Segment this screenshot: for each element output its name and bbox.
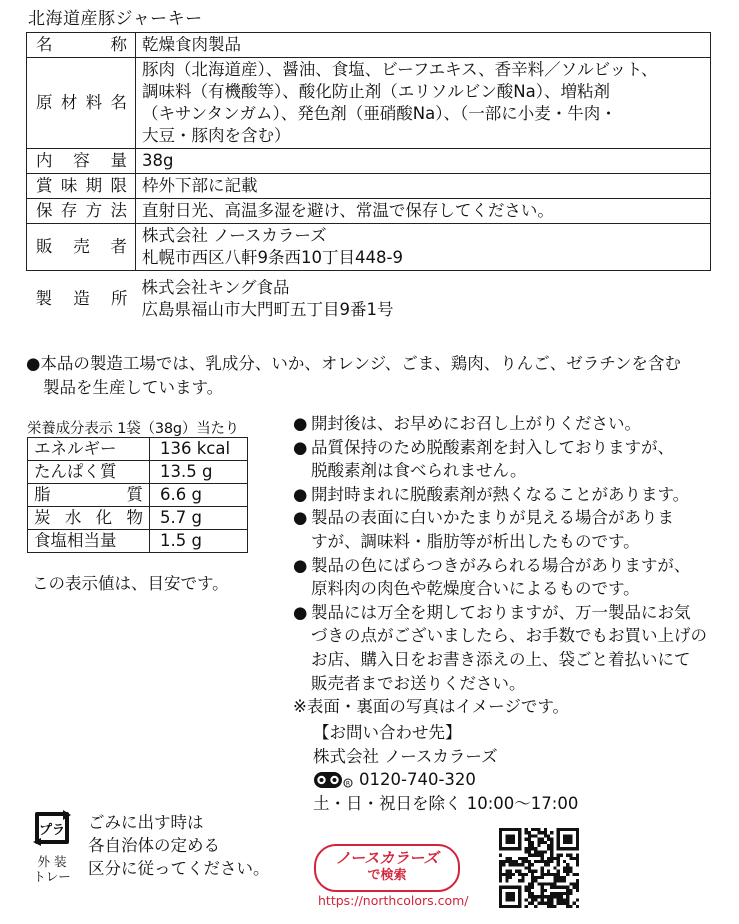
allergen-notice: ●本品の製造工場では、乳成分、いか、オレンジ、ごま、鶏肉、りんご、ゼラチンを含む 製品を生産しています。 xyxy=(26,354,681,397)
nutrition-label: 食塩相当量 xyxy=(34,531,117,550)
label-name: 名 称 xyxy=(36,35,127,54)
label-best-before: 賞 味 期 限 xyxy=(36,176,127,195)
row-manufacturer xyxy=(27,271,711,323)
contact-company: 株式会社 ノースカラーズ xyxy=(313,746,498,766)
row-name xyxy=(27,33,711,58)
bullet-icon: ● xyxy=(293,555,308,575)
bullet-icon: ● xyxy=(293,437,308,457)
search-banner[interactable] xyxy=(314,844,460,892)
nutrition-value: 1.5 g xyxy=(150,530,248,553)
nutrition-label: たんぱく質 xyxy=(34,462,117,481)
nutrition-value: 6.6 g xyxy=(150,484,248,507)
nutrition-row xyxy=(28,507,248,530)
nutrition-label: エネルギー xyxy=(34,439,117,458)
freedial-icon xyxy=(313,771,353,789)
nutrition-label: 脂 質 xyxy=(34,485,143,504)
nutrition-row xyxy=(28,438,248,461)
nutrition-row xyxy=(28,461,248,484)
recycle-label-tray: トレー xyxy=(33,869,71,884)
label-seller: 販 売 者 xyxy=(36,237,127,256)
value-ingredients: 豚肉（北海道産）、醤油、食塩、ビーフエキス、香辛料／ソルビット、 調味料（有機酸等）、酸化防止剤（エリソルビン酸Na）、増粘剤 （キサンタンガム）、発色剤（亜硝酸Na）、（一部に小麦・牛肉・ 大豆・豚肉を含む） xyxy=(136,58,711,149)
caution-item: ● 製品の表面に白いかたまりが見える場合がありま すが、調味料・脂肪等が析出したものです。 xyxy=(293,506,723,553)
caution-item: ● 製品には万全を期しておりますが、万一製品にお気 づきの点がございましたら、お手数でもお買い上げの お店、購入日をお書き添えの上、袋ごと着払いにて 販売者までお送りください。 xyxy=(293,601,723,695)
caution-item: ● 開封後は、お早めにお召し上がりください。 xyxy=(293,412,723,436)
qr-code-icon[interactable] xyxy=(499,828,579,908)
label-ingredients: 原 材 料 名 xyxy=(36,93,127,112)
value-manufacturer: 株式会社キング食品 広島県福山市大門町五丁目9番1号 xyxy=(141,278,394,319)
bullet-icon: ● xyxy=(293,602,308,622)
row-best-before xyxy=(27,174,711,199)
pla-recycle-icon xyxy=(29,806,75,850)
row-content xyxy=(27,149,711,174)
row-seller xyxy=(27,224,711,271)
contact-hours: 土・日・祝日を除く 10:00〜17:00 xyxy=(313,793,579,813)
nutrition-value: 136 kcal xyxy=(150,438,248,461)
value-seller: 株式会社 ノースカラーズ 札幌市西区八軒9条西10丁目448-9 xyxy=(136,224,711,271)
value-name: 乾燥食肉製品 xyxy=(136,33,711,58)
label-manufacturer: 製 造 所 xyxy=(35,289,128,308)
nutrition-value: 5.7 g xyxy=(150,507,248,530)
nutrition-row xyxy=(28,484,248,507)
contact-tel-row xyxy=(313,768,578,792)
label-storage: 保 存 方 法 xyxy=(36,201,127,220)
recycle-label-outer: 外 装 xyxy=(37,854,67,869)
contact-block xyxy=(313,721,578,815)
contact-heading: 【お問い合わせ先】 xyxy=(313,723,462,742)
caution-item: ● 製品の色にばらつきがみられる場合がありますが、 原料肉の肉色や乾燥度合いによるものです。 xyxy=(293,554,723,601)
bullet-icon: ● xyxy=(293,508,308,528)
bullet-icon: ● xyxy=(293,414,308,433)
svg-text:R: R xyxy=(345,780,351,788)
search-banner-brand: ノースカラーズ xyxy=(335,849,439,867)
caution-item: ● 開封時まれに脱酸素剤が熱くなることがあります。 xyxy=(293,483,723,507)
nutrition-note: この表示値は、目安です。 xyxy=(32,574,229,593)
nutrition-value: 13.5 g xyxy=(150,461,248,484)
caution-list xyxy=(293,412,723,719)
caution-item: ● 品質保持のため脱酸素剤を封入しておりますが、 脱酸素剤は食べられません。 xyxy=(293,436,723,483)
nutrition-row xyxy=(28,530,248,553)
recycle-mark xyxy=(24,806,80,884)
contact-tel[interactable]: 0120-740-320 xyxy=(359,770,476,790)
photo-note: ※表面・裏面の写真はイメージです。 xyxy=(293,697,570,717)
nutrition-table xyxy=(27,437,248,553)
value-content: 38g xyxy=(136,149,711,174)
value-best-before: 枠外下部に記載 xyxy=(136,174,711,199)
caution-items xyxy=(293,412,723,695)
svg-text:プラ: プラ xyxy=(38,823,66,838)
value-storage: 直射日光、高温多湿を避け、常温で保存してください。 xyxy=(136,199,711,224)
bullet-icon: ● xyxy=(293,484,308,504)
label-content: 内 容 量 xyxy=(36,151,127,170)
disposal-instructions: ごみに出す時は 各自治体の定める 区分に従ってください。 xyxy=(88,813,270,878)
search-banner-action: で検索 xyxy=(367,868,407,883)
nutrition-label: 炭 水 化 物 xyxy=(34,508,143,527)
website-url[interactable]: https://northcolors.com/ xyxy=(318,893,469,908)
row-storage xyxy=(27,199,711,224)
row-ingredients xyxy=(27,58,711,149)
product-title: 北海道産豚ジャーキー xyxy=(28,9,203,29)
product-info-table xyxy=(26,32,711,322)
nutrition-heading: 栄養成分表示 1袋（38g）当たり xyxy=(27,421,240,437)
